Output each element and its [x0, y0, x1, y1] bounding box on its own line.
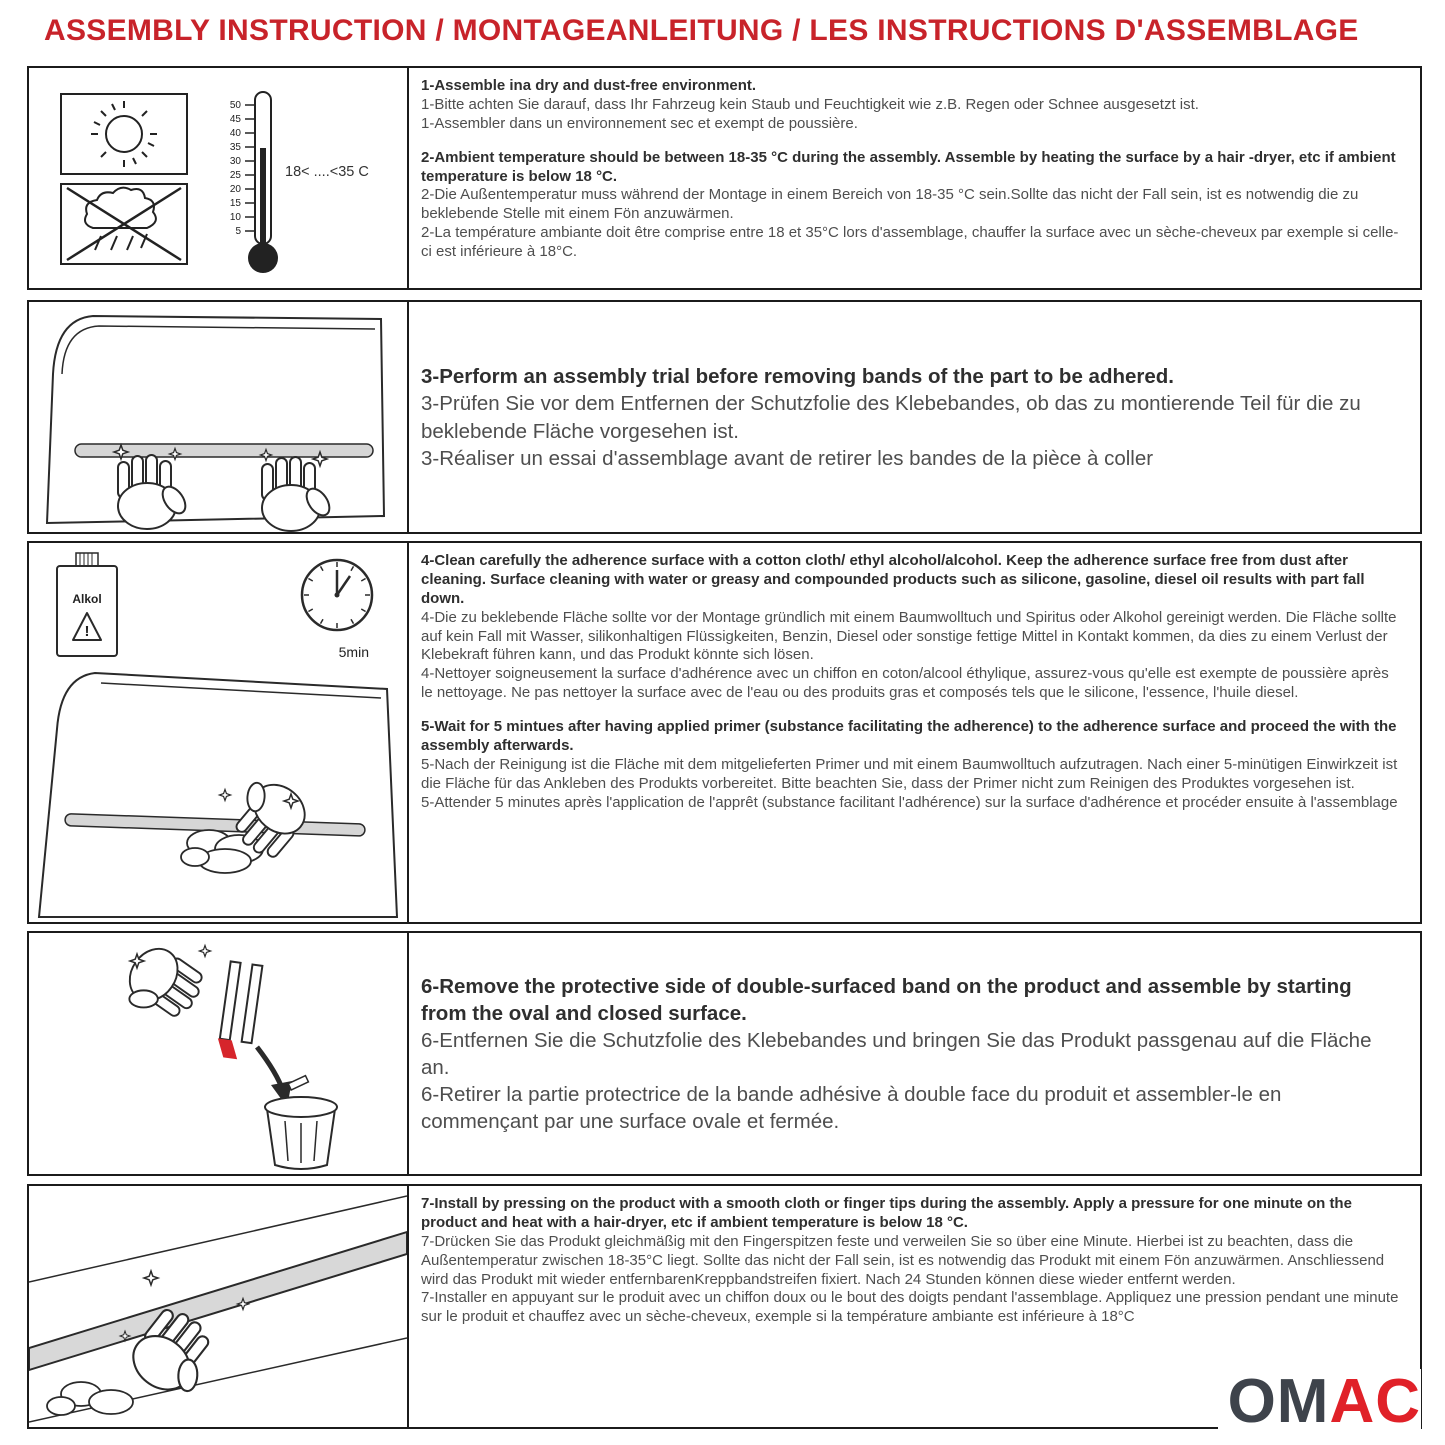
step-3-de: 3-Prüfen Sie vor dem Entfernen der Schutzfolie des Klebebandes, ob das zu montierende Teil für die zu beklebende Fläche vorgesehen ist. [421, 392, 1361, 443]
logo-text-red: AC [1329, 1367, 1421, 1436]
step-2-en: 2-Ambient temperature should be between 18-35 °C during the assembly. Assemble by heating the surface by a hair -dryer, etc if ambient temperature is below 18 °C. [421, 148, 1396, 185]
logo-text-dark: OM [1227, 1367, 1330, 1436]
peel-band-illustration [29, 933, 407, 1174]
thermo-label: 35 [229, 142, 241, 153]
row-2-text [409, 302, 1420, 532]
assembly-trial-illustration [29, 302, 407, 532]
car-door-illustration [47, 316, 384, 523]
instruction-row-1 [27, 66, 1422, 290]
environment-temperature-illustration [29, 68, 407, 288]
protective-band-strips [215, 961, 262, 1061]
thermo-label: 30 [229, 156, 241, 167]
step-1 [421, 77, 1402, 134]
alcohol-bottle-icon [57, 553, 117, 656]
cleaning-illustration [29, 543, 407, 922]
row-3-illustration [29, 543, 409, 922]
press-product-illustration [29, 1186, 407, 1427]
step-4-en: 4-Clean carefully the adherence surface with a cotton cloth/ ethyl alcohol/alcohol. Keep the adherence surface free from dust after cleaning. Surface cleaning with water or greasy and compounded products such as silicone, gasoline, diesel oil results with part fall down. [421, 552, 1365, 607]
row-3-text [409, 543, 1420, 922]
step-2 [421, 149, 1402, 262]
thermo-label: 40 [229, 128, 241, 139]
step-7-de: 7-Drücken Sie das Produkt gleichmäßig mit den Fingerspitzen feste und verweilen Sie so über eine Minute. Hierbei ist zu beachten, dass die Außentemperatur zwischen 18-35°C liegt. Sollte das nicht der Fall sein, ist es notwendig das Produkt mit einem Fön anzuwärmen. Anschliessend wird das Produkt mit wieder entfernbarenKreppbandstreifen fixiert. Nach 24 Stunden können diese wieder entfernt werden. [421, 1232, 1385, 1288]
instruction-row-5 [27, 1184, 1422, 1429]
thermo-label: 15 [229, 198, 241, 209]
step-5 [421, 718, 1402, 812]
thermo-label: 20 [229, 184, 241, 195]
step-6-fr: 6-Retirer la partie protectrice de la bande adhésive à double face du produit et assembler-le en commençant par une surface ovale et fermée. [421, 1083, 1282, 1134]
no-rain-icon [61, 184, 187, 264]
step-7 [421, 1195, 1402, 1327]
row-1-illustration [29, 68, 409, 288]
step-1-en: 1-Assemble ina dry and dust-free environment. [421, 77, 757, 94]
temperature-range-label: 18< ....<35 C [285, 164, 369, 180]
thermo-label: 25 [229, 170, 241, 181]
thermo-label: 10 [229, 212, 241, 223]
clock-icon [302, 560, 372, 660]
row-1-text [409, 68, 1420, 288]
step-5-de: 5-Nach der Reinigung ist die Fläche mit dem mitgelieferten Primer und mit einem Baumwolltuch aufzutragen. Nach einer 5-minütigen Einwirkzeit ist die Fläche für das Ankleben des Produkts vorbereitet. Bitte beachten Sie, dass der Primer nicht zum Reinigen des Produktes vorgesehen ist. [421, 755, 1398, 792]
step-4-de: 4-Die zu beklebende Fläche sollte vor der Montage gründlich mit einem Baumwolltuch und Spiritus oder Alkohol gereinigt werden. Die Fläche sollte auf kein Fall mit Wasser, silikonhaltigen Flüssigkeiten, Benzin, Diesel oder sonstige fettige Mittel in Kontakt kommen, da dies zu einem Verlust der Klebekraft führen kann, und das Produkt könnte sich lösen. [421, 608, 1397, 664]
step-2-de: 2-Die Außentemperatur muss während der Montage in einem Bereich von 18-35 °C sein.Sollte das nicht der Fall sein, ist es notwendig die zu beklebende Stelle mit einem Fön anzuwärmen. [421, 186, 1359, 223]
step-5-en: 5-Wait for 5 mintues after having applied primer (substance facilitating the adherence) to the adherence surface and proceed the with the assembly afterwards. [421, 718, 1397, 755]
peeling-hand-illustration [112, 940, 210, 1036]
step-6-en: 6-Remove the protective side of double-surfaced band on the product and assemble by starting from the oval and closed surface. [421, 974, 1352, 1025]
bottle-label: Alkol [72, 592, 102, 606]
instruction-row-3 [27, 541, 1422, 924]
thermo-label: 5 [235, 226, 241, 237]
row-5-illustration [29, 1186, 409, 1427]
step-4 [421, 552, 1402, 703]
step-6-de: 6-Entfernen Sie die Schutzfolie des Klebebandes und bringen Sie das Produkt passgenau auf die Fläche an. [421, 1028, 1372, 1079]
thermometer-icon [230, 92, 369, 273]
step-6 [421, 973, 1402, 1135]
row-4-text [409, 933, 1420, 1174]
page-title: ASSEMBLY INSTRUCTION / MONTAGEANLEITUNG / LES INSTRUCTIONS D'ASSEMBLAGE [44, 14, 1359, 47]
step-7-en: 7-Install by pressing on the product with a smooth cloth or finger tips during the assembly. Apply a pressure for one minute on the product and heat with a hair-dryer, etc if ambient temperature is below 18 °C. [421, 1195, 1352, 1231]
omac-logo [1218, 1367, 1421, 1436]
step-1-fr: 1-Assembler dans un environnement sec et exempt de poussière. [421, 114, 858, 132]
red-band-piece [215, 1038, 239, 1059]
step-2-fr: 2-La température ambiante doit être comprise entre 18 et 35°C lors d'assemblage, chauffer la surface avec un sèche-cheveux par exemple si celle-ci est inférieure à 18°C. [421, 224, 1399, 261]
row-2-illustration [29, 302, 409, 532]
step-1-de: 1-Bitte achten Sie darauf, dass Ihr Fahrzeug kein Staub und Feuchtigkeit wie z.B. Regen oder Schnee ausgesetzt ist. [421, 95, 1199, 113]
step-3-fr: 3-Réaliser un essai d'assemblage avant de retirer les bandes de la pièce à coller [421, 446, 1154, 470]
step-4-fr: 4-Nettoyer soigneusement la surface d'adhérence avec un chiffon en coton/alcool éthylique, assurez-vous qu'elle est exempte de poussière après le nettoyage. Ne pas nettoyer la surface avec de l'eau ou des produits gras et composés tels que le silicone, l'essence, l'huile diesel. [421, 665, 1389, 702]
trim-strip [29, 1232, 407, 1370]
warning-exclamation: ! [84, 623, 90, 640]
step-3 [421, 363, 1402, 471]
step-5-fr: 5-Attender 5 minutes après l'application de l'apprêt (substance facilitant l'adhérence) sur la surface d'adhérence et procéder ensuite à l'assemblage [421, 793, 1398, 811]
step-7-fr: 7-Installer en appuyant sur le produit avec un chiffon doux ou le bout des doigts pendant l'assemblage. Appliquez une pression pendant une minute sur le produit et chauffez avec un sèche-cheveux, exemple si la température ambiante est inférieure à 18°C [421, 1289, 1399, 1326]
row-4-illustration [29, 933, 409, 1174]
instruction-row-2 [27, 300, 1422, 534]
cloth-illustration [47, 1382, 133, 1415]
instruction-row-4 [27, 931, 1422, 1176]
thermo-label: 50 [229, 100, 241, 111]
step-3-en: 3-Perform an assembly trial before removing bands of the part to be adhered. [421, 365, 1174, 389]
sun-icon [61, 94, 187, 174]
clock-duration-label: 5min [338, 644, 369, 660]
thermo-label: 45 [229, 114, 241, 125]
